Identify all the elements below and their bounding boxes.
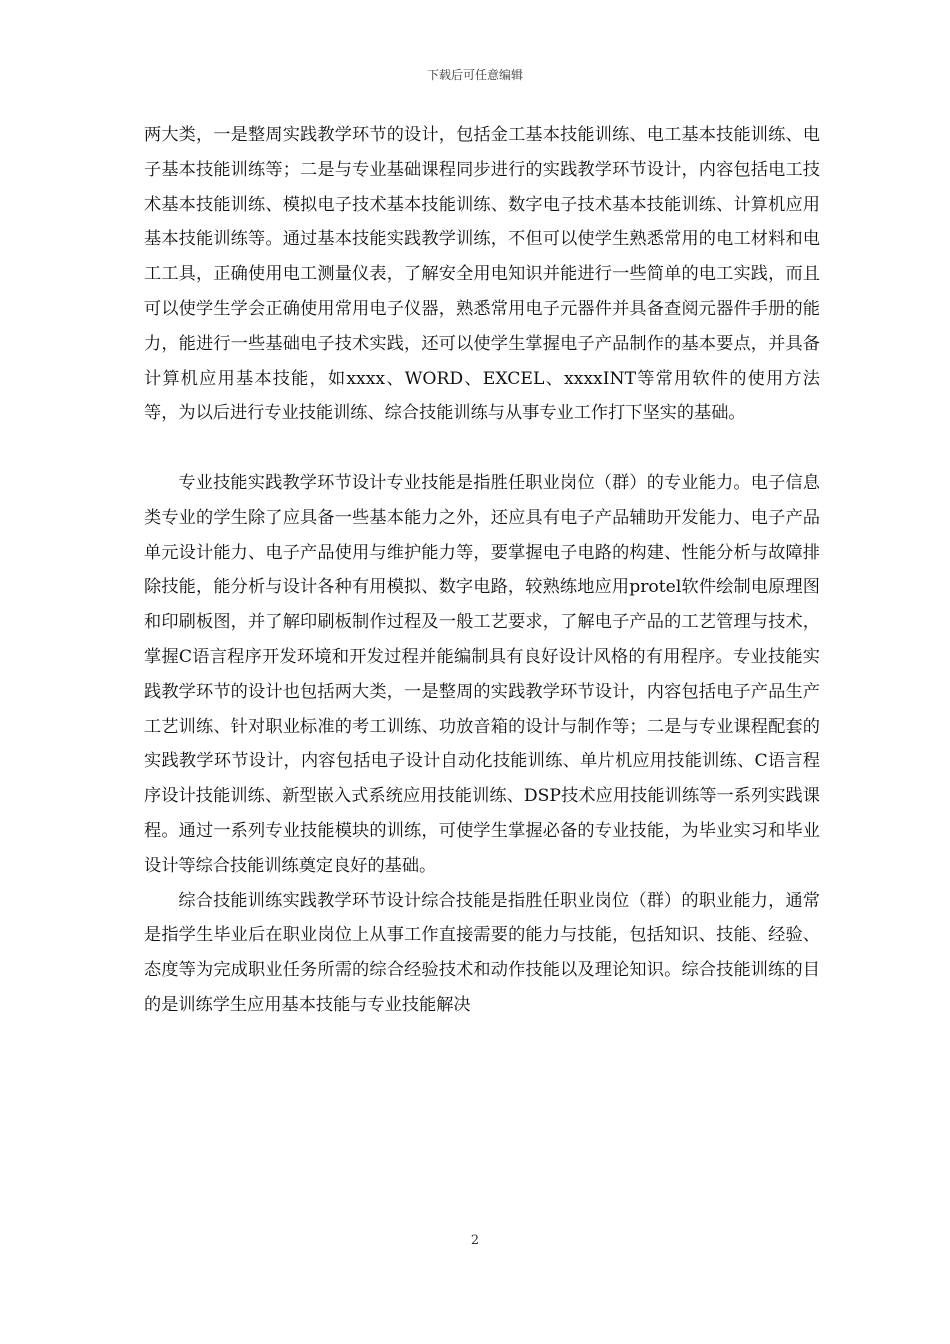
paragraph-spacer [144,431,820,466]
document-body [144,118,820,1023]
paragraph-comprehensive-skills: 综合技能训练实践教学环节设计综合技能是指胜任职业岗位（群）的职业能力，通常是指学生毕业后在职业岗位上从事工作直接需要的能力与技能，包括知识、技能、经验、态度等为完成职业任务所需的综合经验技术和动作技能以及理论知识。综合技能训练的目的是训练学生应用基本技能与专业技能解决 [144,890,820,1015]
paragraph-professional-skills: 专业技能实践教学环节设计专业技能是指胜任职业岗位（群）的专业能力。电子信息类专业的学生除了应具备一些基本能力之外，还应具有电子产品辅助开发能力、电子产品单元设计能力、电子产品使用与维护能力等，要掌握电子电路的构建、性能分析与故障排除技能，能分析与设计各种有用模拟、数字电路，较熟练地应用protel软件绘制电原理图和印刷板图，并了解印刷板制作过程及一般工艺要求，了解电子产品的工艺管理与技术，掌握C语言程序开发环境和开发过程并能编制具有良好设计风格的有用程序。专业技能实践教学环节的设计也包括两大类，一是整周的实践教学环节设计，内容包括电子产品生产工艺训练、针对职业标准的考工训练、功放音箱的设计与制作等；二是与专业课程配套的实践教学环节设计，内容包括电子设计自动化技能训练、单片机应用技能训练、C语言程序设计技能训练、新型嵌入式系统应用技能训练、DSP技术应用技能训练等一系列实践课程。通过一系列专业技能模块的训练，可使学生掌握必备的专业技能，为毕业实习和毕业设计等综合技能训练奠定良好的基础。 [144,472,820,876]
page-header: 下载后可任意编辑 [426,68,523,82]
page-number: 2 [470,1233,480,1248]
paragraph-basic-skills: 两大类，一是整周实践教学环节的设计，包括金工基本技能训练、电工基本技能训练、电子基本技能训练等；二是与专业基础课程同步进行的实践教学环节设计，内容包括电工技术基本技能训练、模拟电子技术基本技能训练、数字电子技术基本技能训练、计算机应用基本技能训练等。通过基本技能实践教学训练，不但可以使学生熟悉常用的电工材料和电工工具，正确使用电工测量仪表，了解安全用电知识并能进行一些简单的电工实践，而且可以使学生学会正确使用常用电子仪器，熟悉常用电子元器件并具备查阅元器件手册的能力，能进行一些基础电子技术实践，还可以使学生掌握电子产品制作的基本要点，并具备计算机应用基本技能，如xxxx、WORD、EXCEL、xxxxINT等常用软件的使用方法等，为以后进行专业技能训练、综合技能训练与从事专业工作打下坚实的基础。 [144,125,820,424]
